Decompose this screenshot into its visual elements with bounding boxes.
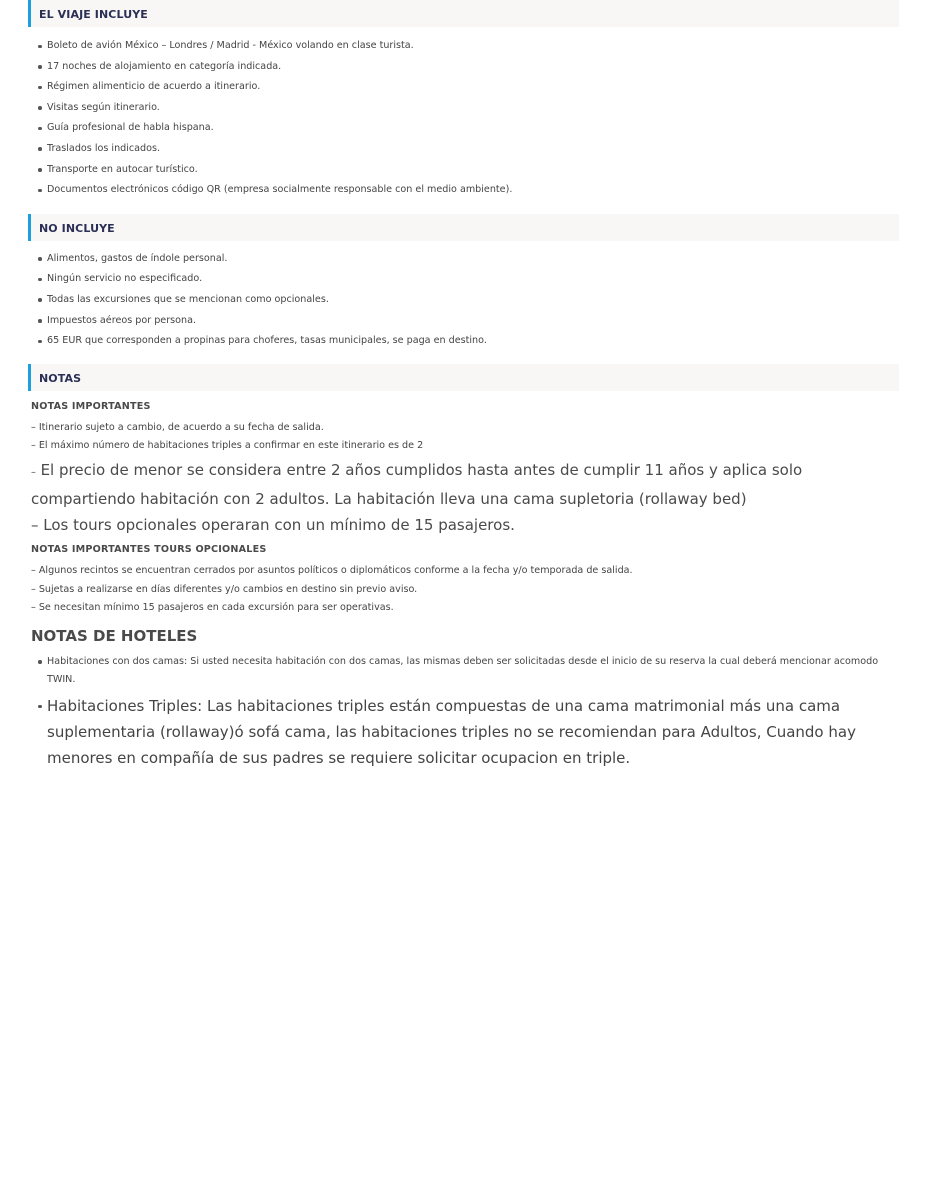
incluye-list: [28, 36, 899, 201]
list-item: Impuestos aéreos por persona.: [28, 311, 899, 332]
list-item: Transporte en autocar turístico.: [28, 160, 899, 181]
note-line: – Algunos recintos se encuentran cerrados por asuntos políticos o diplomáticos conforme a la fecha y/o temporada de salida.: [31, 564, 633, 576]
note-line: – El máximo número de habitaciones triples a confirmar en este itinerario es de 2: [31, 440, 424, 452]
no-incluye-list: [28, 249, 899, 352]
list-item: Régimen alimenticio de acuerdo a itinerario.: [28, 77, 899, 98]
note-line: – Itinerario sujeto a cambio, de acuerdo a su fecha de salida.: [31, 421, 324, 433]
list-item: Ningún servicio no especificado.: [28, 269, 899, 290]
notas-importantes-heading: NOTAS IMPORTANTES: [31, 400, 151, 412]
list-item: Documentos electrónicos código QR (empresa socialmente responsable con el medio ambiente).: [28, 180, 899, 201]
list-item: Guía profesional de habla hispana.: [28, 118, 899, 139]
hoteles-list: [28, 653, 899, 771]
section-header-no-incluye: NO INCLUYE: [28, 214, 899, 241]
list-item: 17 noches de alojamiento en categoría indicada.: [28, 57, 899, 78]
list-item: Todas las excursiones que se mencionan como opcionales.: [28, 290, 899, 311]
section-header-notas: NOTAS: [28, 364, 899, 391]
list-item: Traslados los indicados.: [28, 139, 899, 160]
section-header-incluye: EL VIAJE INCLUYE: [28, 0, 899, 27]
note-line: – Se necesitan mínimo 15 pasajeros en cada excursión para ser operativas.: [31, 602, 394, 614]
list-item: Habitaciones Triples: Las habitaciones triples están compuestas de una cama matrimonial más una cama suplementaria (rollaway)ó sofá cama, las habitaciones triples no se recomiendan para Adultos, Cuando hay menores en compañía de sus padres se requiere solicitar ocupacion en triple.: [28, 693, 899, 771]
list-item: 65 EUR que corresponden a propinas para choferes, tasas municipales, se paga en destino.: [28, 331, 899, 352]
hoteles-heading: NOTAS DE HOTELES: [31, 626, 198, 645]
notas-tours-list: [28, 562, 899, 618]
note-tours-minimo: – Los tours opcionales operaran con un mínimo de 15 pasajeros.: [31, 515, 515, 534]
trip-details-page: [28, 0, 899, 771]
list-item: Boleto de avión México – Londres / Madrid - México volando en clase turista.: [28, 36, 899, 57]
list-item: Alimentos, gastos de índole personal.: [28, 249, 899, 270]
note-precio-menor-text: El precio de menor se considera entre 2 años cumplidos hasta antes de cumplir 11 años y aplica solo compartiendo habitación con 2 adultos. La habitación lleva una cama supletoria (rollaway bed): [31, 460, 803, 508]
notas-tours-heading: NOTAS IMPORTANTES TOURS OPCIONALES: [31, 543, 267, 555]
note-line: – Sujetas a realizarse en días diferentes y/o cambios en destino sin previo aviso.: [31, 583, 418, 595]
note-precio-menor: [31, 457, 899, 512]
note-dash: –: [31, 466, 36, 478]
notas-importantes-list: [28, 419, 899, 456]
list-item: Visitas según itinerario.: [28, 98, 899, 119]
list-item: Habitaciones con dos camas: Si usted necesita habitación con dos camas, las mismas deben ser solicitadas desde el inicio de su reserva la cual deberá mencionar acomodo TWIN.: [28, 653, 899, 689]
